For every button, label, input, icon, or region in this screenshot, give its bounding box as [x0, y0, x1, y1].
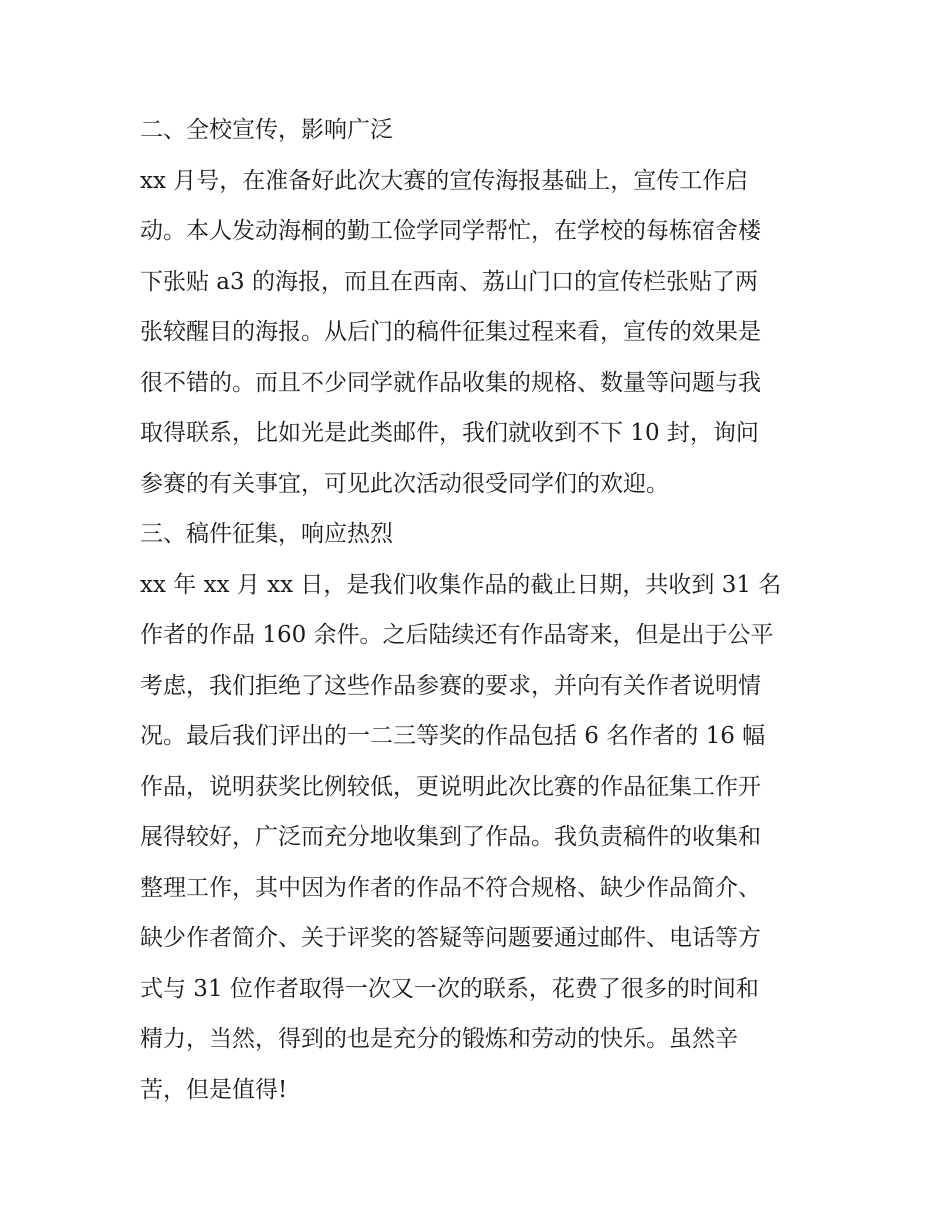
paragraph-line: 考虑，我们拒绝了这些作品参赛的要求，并向有关作者说明情 — [140, 673, 761, 699]
paragraph-line: 作品，说明获奖比例较低，更说明此次比赛的作品征集工作开 — [140, 774, 761, 800]
paragraph-line: 作者的作品 160 余件。之后陆续还有作品寄来，但是出于公平 — [140, 622, 774, 648]
paragraph-line: xx 月号，在准备好此次大赛的宣传海报基础上，宣传工作启 — [140, 168, 749, 194]
paragraph-line: 参赛的有关事宜，可见此次活动很受同学们的欢迎。 — [140, 471, 669, 497]
section-heading-submissions: 三、稿件征集，响应热烈 — [140, 521, 393, 547]
paragraph-line: 缺少作者简介、关于评奖的答疑等问题要通过邮件、电话等方 — [140, 925, 761, 951]
paragraph-line: 取得联系，比如光是此类邮件，我们就收到不下 10 封，询问 — [140, 420, 759, 446]
paragraph-line: 下张贴 a3 的海报，而且在西南、荔山门口的宣传栏张贴了两 — [140, 269, 758, 295]
paragraph-line: 张较醒目的海报。从后门的稿件征集过程来看，宣传的效果是 — [140, 319, 761, 345]
paragraph-line: 精力，当然，得到的也是充分的锻炼和劳动的快乐。虽然辛 — [140, 1026, 738, 1052]
paragraph-line: 苦，但是值得! — [140, 1077, 288, 1103]
section-heading-publicity: 二、全校宣传，影响广泛 — [140, 117, 393, 143]
paragraph-line: 况。最后我们评出的一二三等奖的作品包括 6 名作者的 16 幅 — [140, 723, 766, 749]
paragraph-line: xx 年 xx 月 xx 日，是我们收集作品的截止日期，共收到 31 名 — [140, 572, 782, 598]
paragraph-line: 很不错的。而且不少同学就作品收集的规格、数量等问题与我 — [140, 370, 761, 396]
paragraph-line: 整理工作，其中因为作者的作品不符合规格、缺少作品简介、 — [140, 875, 761, 901]
paragraph-line: 式与 31 位作者取得一次又一次的联系，花费了很多的时间和 — [140, 976, 759, 1002]
paragraph-line: 动。本人发动海桐的勤工俭学同学帮忙，在学校的每栋宿舍楼 — [140, 218, 761, 244]
paragraph-line: 展得较好，广泛而充分地收集到了作品。我负责稿件的收集和 — [140, 824, 761, 850]
